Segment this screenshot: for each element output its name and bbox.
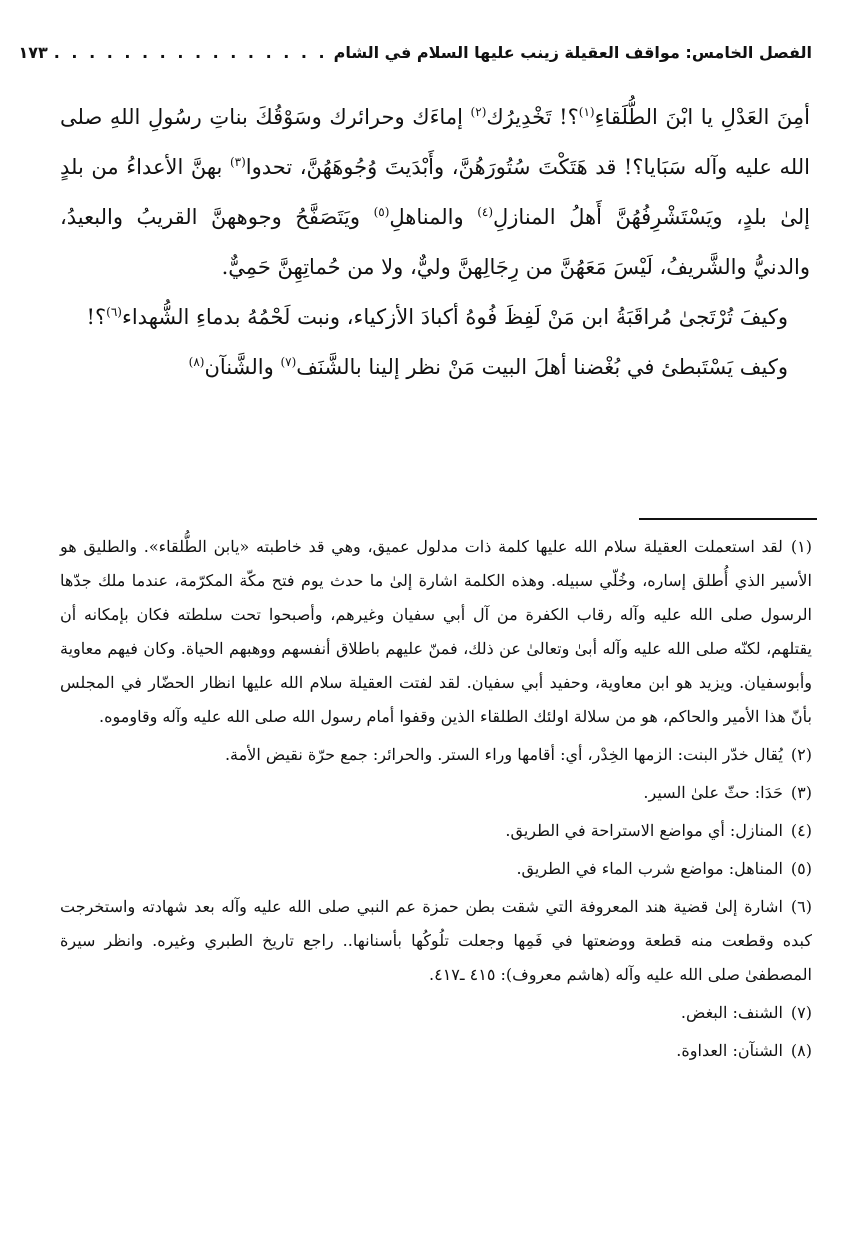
footnote-ref-2: (٢) xyxy=(470,105,487,119)
paragraph-3 xyxy=(60,342,810,392)
footnote-ref-6: (٦) xyxy=(106,305,122,319)
text-run: والشَّنآن xyxy=(204,355,281,379)
footnote-6 xyxy=(60,890,812,992)
footnote-8 xyxy=(60,1034,812,1068)
text-run: ؟! xyxy=(86,305,107,329)
footnote-text: الشنف: البغض. xyxy=(680,1003,783,1022)
footnote-4 xyxy=(60,814,812,848)
footnote-number: (٣) xyxy=(790,783,812,802)
footnote-number: (١) xyxy=(790,537,812,556)
footnote-2 xyxy=(60,738,812,772)
footnote-text: يُقال خدّر البنت: الزمها الخِدْر، أي: أقامها وراء الستر. والحرائر: جمع حرّة نقيض الأمة. xyxy=(224,745,783,764)
footnote-number: (٤) xyxy=(790,821,812,840)
footnote-ref-7: (٧) xyxy=(280,355,297,369)
running-header xyxy=(18,34,812,70)
page-number: ١٧٣ xyxy=(18,42,48,62)
main-text xyxy=(60,92,810,392)
footnote-3 xyxy=(60,776,812,810)
header-leader-dots: . . . . . . . . . . . . . . . . xyxy=(53,42,328,62)
footnote-text: المناهل: مواضع شرب الماء في الطريق. xyxy=(516,859,783,878)
footnote-ref-1: (١) xyxy=(578,105,595,119)
text-run: وكيف يَسْتَبطئ في بُغْضنا أهلَ البيت مَنْ نظر إلينا بالشَّنَف xyxy=(296,355,788,379)
footnote-text: لقد استعملت العقيلة سلام الله عليها كلمة ذات مدلول عميق، وهي قد خاطبته «يابن الطُّلقاء». والطليق هو الأسير الذي أُطلق إساره، وخُلّي سبيله. وهذه الكلمة اشارة إلىٰ ما حدث يوم فتح مكّة المكرّمة، عندما ملك جدّها الرسول صلى الله عليه وآله رقاب الكفرة من آل أبي سفيان وغيرهم، وأصبحوا تحت سلطته فكان بإمكانه أن يقتلهم، لكنّه صلى الله عليه وآله أبىٰ وتعالىٰ عن ذلك، فمنّ عليهم باطلاق أنفسهم ووهبهم الحياة. وكان فيهم معاوية وأبوسفيان. ويزيد هو ابن معاوية، وحفيد أبي سفيان. لقد لفتت العقيلة سلام الله عليها انظار الحضّار في المجلس بأنّ هذا الأمير والحاكم، هو من سلالة اولئك الطلقاء الذين وقفوا أمام رسول الله صلى الله عليه وآله وقاوموه. xyxy=(60,537,813,726)
footnote-5 xyxy=(60,852,812,886)
footnote-number: (٥) xyxy=(790,859,812,878)
text-run: بهنَّ الأعداءُ من بلدٍ إلىٰ بلدٍ، ويَسْتَشْرِفُهُنَّ أَهلُ المنازلِ xyxy=(60,155,811,229)
footnote-text: حَدَا: حثّ علىٰ السير. xyxy=(643,783,783,802)
text-run: أمِنَ العَدْلِ يا ابْنَ الطُّلَقاءِ xyxy=(594,105,810,129)
footnote-number: (٨) xyxy=(790,1041,812,1060)
paragraph-2 xyxy=(60,292,810,342)
footnotes xyxy=(60,530,812,1072)
chapter-title: الفصل الخامس: مواقف العقيلة زينب عليها السلام في الشام xyxy=(333,42,812,62)
text-run: ؟! تَخْدِيرُك xyxy=(486,105,579,129)
footnote-number: (٢) xyxy=(790,745,812,764)
text-run: ويَتَصَفَّحُ وجوههنَّ القريبُ والبعيدُ، والدنيُّ والشَّريفُ، لَيْسَ مَعَهُنَّ من رِجَالِهنَّ وليٌّ، ولا من حُماتِهِنَّ حَمِيٌّ. xyxy=(60,205,810,279)
footnote-1 xyxy=(60,530,812,734)
text-run: وكيفَ تُرْتَجىٰ مُراقَبَةُ ابن مَنْ لَفِظَ فُوهُ أكبادَ الأزكياء، ونبت لَحْمُهُ بدماءِ الشُّهداء xyxy=(121,305,788,329)
text-run: إماءَك وحرائرك وسَوْقُكَ بناتِ رسُولِ اللهِ صلى الله عليه وآله سَبَايا؟! قد هَتَكْتَ سُتُورَهُنَّ، وأَبْدَيتَ وُجُوهَهُنَّ، تحدوا xyxy=(60,105,810,179)
footnote-text: اشارة إلىٰ قضية هند المعروفة التي شقت بطن حمزة عم النبي صلى الله عليه وآله بعد شهادته واستخرجت كبده وقطعت منه قطعة ووضعتها في فَمِها وجعلت تلُوكُها بأسنانها.. راجع تاريخ الطبري وغيره. وانظر سيرة المصطفىٰ صلى الله عليه وآله (هاشم معروف): ٤١٥ ـ٤١٧. xyxy=(60,897,813,984)
footnote-ref-3: (٣) xyxy=(229,155,246,169)
footnote-text: الشنآن: العداوة. xyxy=(676,1041,783,1060)
footnote-ref-5: (٥) xyxy=(373,205,390,219)
paragraph-1 xyxy=(60,92,810,292)
footnote-7 xyxy=(60,996,812,1030)
footnote-text: المنازل: أي مواضع الاستراحة في الطريق. xyxy=(505,821,783,840)
text-run: والمناهلِ xyxy=(389,205,478,229)
footnote-ref-4: (٤) xyxy=(477,205,494,219)
footnote-number: (٦) xyxy=(790,897,813,916)
footnote-number: (٧) xyxy=(790,1003,812,1022)
footnote-ref-8: (٨) xyxy=(188,355,205,369)
footnote-separator xyxy=(639,518,817,520)
